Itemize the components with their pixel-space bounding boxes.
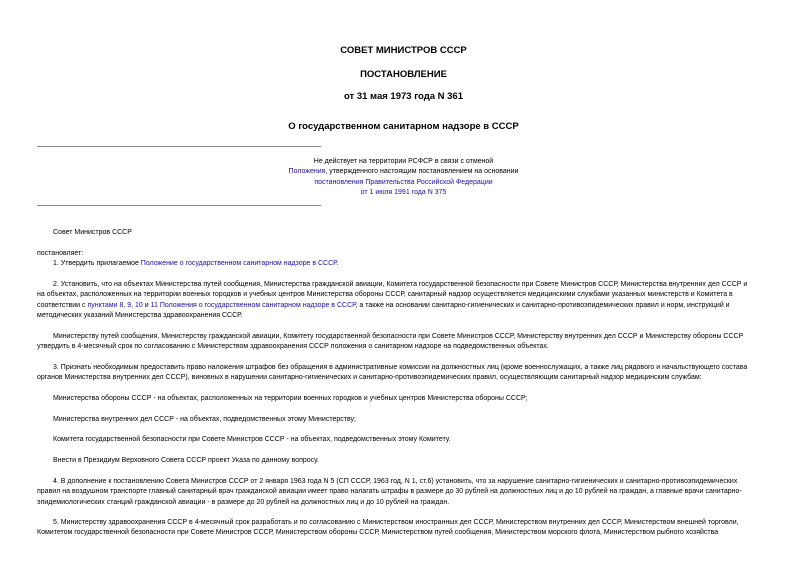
paragraph-1-prefix: 1. Утвердить прилагаемое — [53, 260, 141, 268]
issuing-authority: СОВЕТ МИНИСТРОВ СССР — [340, 45, 467, 56]
status-note-line-2-text: , утвержденного настоящим постановлением на основании — [325, 168, 519, 176]
paragraph-2-line-2: на объектах, расположенных на территории военных городков и учебных центров Министерства обороны СССР, санитарный надзор осуществляется медицинскими службами указанных министерств и Комитета в — [37, 291, 733, 299]
paragraph-3-line-2: утвердить в 4-месячный срок по согласованию с Министерством здравоохранения СССР положения о санитарном надзоре на подведомственных объектах. — [37, 343, 549, 351]
sanitary-regulation-link[interactable]: Положение о государственном санитарном надзоре в СССР — [140, 260, 337, 268]
status-note — [0, 157, 807, 198]
paragraph-1-suffix: . — [336, 260, 339, 268]
paragraph-6 — [37, 415, 770, 425]
paragraph-3-line-1: Министерству путей сообщения, Министерству гражданской авиации, Комитету государственной безопасности при Совете Министров СССР, Министерству внутренних дел СССР и Министерству обороны СССР — [53, 333, 744, 340]
paragraph-9-line-3: эпидемиологических станций гражданской авиации - в размере до 20 рублей на должностных лиц и до 10 рублей на граждан. — [37, 498, 450, 506]
document-date-number: от 31 мая 1973 года N 361 — [343, 91, 464, 102]
paragraph-10 — [37, 518, 770, 539]
regulation-link[interactable]: Положения — [288, 168, 326, 176]
paragraph-5-text: Министерства обороны СССР - на объектах, расположенных на территории военных городков и учебных центров Министерства обороны СССР; — [53, 395, 528, 402]
document-type: ПОСТАНОВЛЕНИЕ — [360, 69, 447, 80]
paragraph-2-line-3-and: и — [142, 301, 151, 309]
paragraph-4 — [37, 363, 770, 384]
paragraph-2-line-1: 2. Установить, что на объектах Министерства путей сообщения, Министерства гражданской авиации, Комитета государственной безопасности при Совете Министров СССР, Министерства внутренних дел СССР и — [53, 281, 748, 288]
paragraph-2-line-3-suffix: , а также на основании санитарно-гигиенических и санитарно-противоэпидемических правил и норм, инструкций и — [355, 301, 730, 309]
paragraph-3 — [37, 332, 770, 353]
clause-11-link[interactable]: 11 — [150, 301, 158, 309]
paragraph-4-line-1: 3. Признать необходимым предоставить право наложения штрафов без обращения в административные комиссии на должностных лиц (кроме военнослужащих, а также лиц рядового и начальствующего состава — [53, 364, 748, 371]
paragraph-8 — [37, 456, 770, 466]
paragraph-6-text: Министерства внутренних дел СССР - на объектах, подведомственных этому Министерству; — [53, 416, 356, 423]
paragraph-7-text: Комитета государственной безопасности при Совете Министров СССР - на объектах, подведомственных этому Комитету. — [53, 436, 451, 443]
paragraph-2-line-4: методических указаний Министерства здравоохранения СССР. — [37, 312, 243, 320]
divider-bottom — [37, 205, 321, 206]
document-title: О государственном санитарном надзоре в СССР — [288, 121, 519, 132]
paragraph-5 — [37, 394, 770, 404]
paragraph-9-line-2: правил на воздушном транспорте главный санитарный врач гражданской авиации имеет право налагать штрафы в размере до 30 рублей на должностных лиц и до 10 рублей на граждан, а главные врачи санитарно- — [37, 488, 742, 496]
divider-top — [37, 146, 321, 147]
paragraph-10-line-2: Комитетом государственной безопасности при Совете Министров СССР, Министерством обороны СССР, Министерством путей сообщения, Министерством морского флота, Министерством рыбного хозяйства — [37, 529, 719, 537]
decrees-text: постановляет: — [37, 250, 84, 257]
paragraph-2 — [37, 280, 770, 322]
council-line — [37, 228, 770, 238]
regulation-reference-link[interactable]: Положения о государственном санитарном надзоре в СССР — [159, 301, 356, 309]
government-decree-link[interactable]: постановления Правительства Российской Федерации — [314, 178, 493, 186]
paragraph-9 — [37, 477, 770, 508]
status-note-line-2 — [0, 167, 807, 177]
paragraph-8-text: Внести в Президиум Верховного Совета СССР проект Указа по данному вопросу. — [53, 457, 319, 464]
paragraph-10-line-1: 5. Министерству здравоохранения СССР в 4-месячный срок разработать и по согласованию с Министерством иностранных дел СССР, Министерством внутренних дел СССР, Министерством внешней торговли, — [53, 519, 739, 526]
paragraph-2-line-3-prefix: соответствии с — [37, 301, 88, 309]
decree-date-link[interactable]: от 1 июля 1991 года N 375 — [360, 188, 447, 196]
paragraph-7 — [37, 435, 770, 445]
paragraph-1 — [37, 259, 770, 269]
council-text: Совет Министров СССР — [53, 229, 132, 236]
status-note-line-1: Не действует на территории РСФСР в связи с отменой — [313, 158, 494, 165]
paragraph-4-line-2: органов Министерства внутренних дел СССР), виновных в нарушении санитарно-гигиенических и санитарно-противоэпидемических правил, осуществляющим санитарный надзор медицинским службам: — [37, 374, 702, 382]
paragraph-2-line-3 — [37, 301, 770, 311]
paragraph-9-line-1: 4. В дополнение к постановлению Совета Министров СССР от 2 января 1963 года N 5 (СП СССР, 1963 год, N 1, ст.6) установить, что за нарушение санитарно-гигиенических и санитарно-противоэпидемических — [53, 478, 738, 485]
decrees-block — [37, 249, 770, 270]
clauses-link[interactable]: пунктами 8, 9, 10 — [87, 301, 143, 309]
